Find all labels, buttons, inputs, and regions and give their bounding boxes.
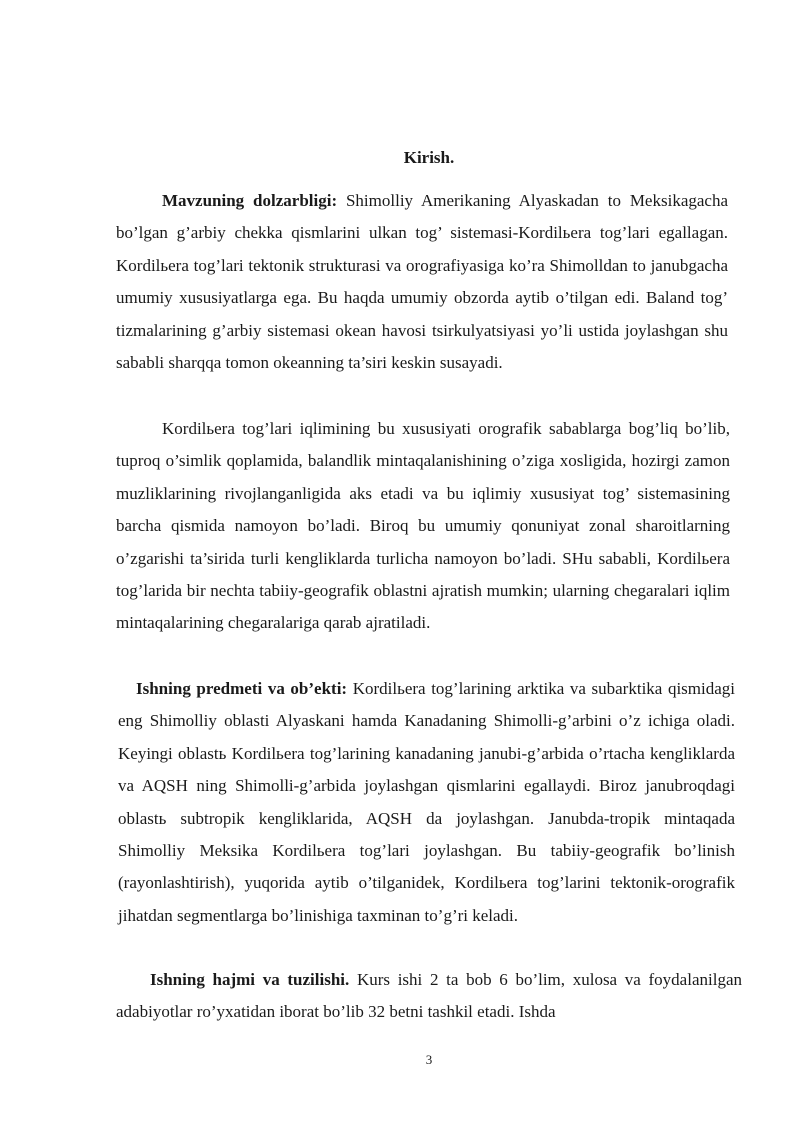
paragraph-text: Shimolliy Amerikaning Alyaskadan to Meksikagacha bo’lgan g’arbiy chekka qismlarini ulkan tog’ sistemasi-Kordilьera tog’lari egallagan. Kordilьera tog’lari tektonik strukturasi va orografiyasiga ko’ra Shimolldan to janubgacha umumiy xususiyatlarga ega. Bu haqda umumiy obzorda aytib o’tilgan edi. Baland tog’ tizmalarining g’arbiy sistemasi okean havosi tsirkulyatsiyasi yo’li ustida joylashgan shu sababli sharqqa tomon okeanning ta’siri keskin susayadi. [116,191,728,373]
paragraph-lead: Mavzuning dolzarbligi: [162,191,338,210]
paragraph-structure [116,964,742,1029]
page-title: Kirish. [403,148,455,167]
paragraph-relevance [116,185,728,379]
paragraph-climate [116,413,730,640]
paragraph-text: Kordilьera tog’lari iqlimining bu xususiyati orografik sabablarga bog’liq bo’lib, tuproq o’simlik qoplamida, balandlik mintaqalanishining o’ziga xosligida, hozirgi zamon muzliklarining rivojlanganligida aks etadi va bu iqlimiy xususiyat tog’ sistemasining barcha qismida namoyon bo’ladi. Biroq bu umumiy qonuniyat zonal sharoitlarning o’zgarishi ta’sirida turli kengliklarda turlicha namoyon bo’ladi. SHu sababli, Kordilьera tog’larida bir nechta tabiiy-geografik oblastni ajratish mumkin; ularning chegaralari iqlim mintaqalarining chegaralariga qarab ajratiladi. [116,419,730,633]
paragraph-text: Kurs ishi 2 ta bob 6 bo’lim, xulosa va foydalanilgan adabiyotlar ro’yxatidan iborat bo’lib 32 betni tashkil etadi. Ishda [116,970,742,1022]
page-number: 3 [425,1052,433,1067]
paragraph-lead: Ishning predmeti va ob’ekti: [136,679,348,698]
paragraph-lead: Ishning hajmi va tuzilishi. [150,970,350,989]
paragraph-subject-object [118,673,735,932]
paragraph-text: Kordilьera tog’larining arktika va subarktika qismidagi eng Shimolliy oblasti Alyaskani hamda Kanadaning Shimolli-g’arbini o’z ichiga oladi. Keyingi oblastь Kordilьera tog’larining kanadaning janubi-g’arbida o’rtacha kengliklarda va AQSH ning Shimolli-g’arbida joylashgan qismlarini egallaydi. Biroz janubroqdagi oblastь subtropik kengliklarida, AQSH da joylashgan. Janubda-tropik mintaqada Shimolliy Meksika Kordilьera tog’lari joylashgan. Bu tabiiy-geografik bo’linish (rayonlashtirish), yuqorida aytib o’tilganidek, Kordilьera tog’larini tektonik-orografik jihatdan segmentlarga bo’linishiga taxminan to’g’ri keladi. [118,679,736,925]
